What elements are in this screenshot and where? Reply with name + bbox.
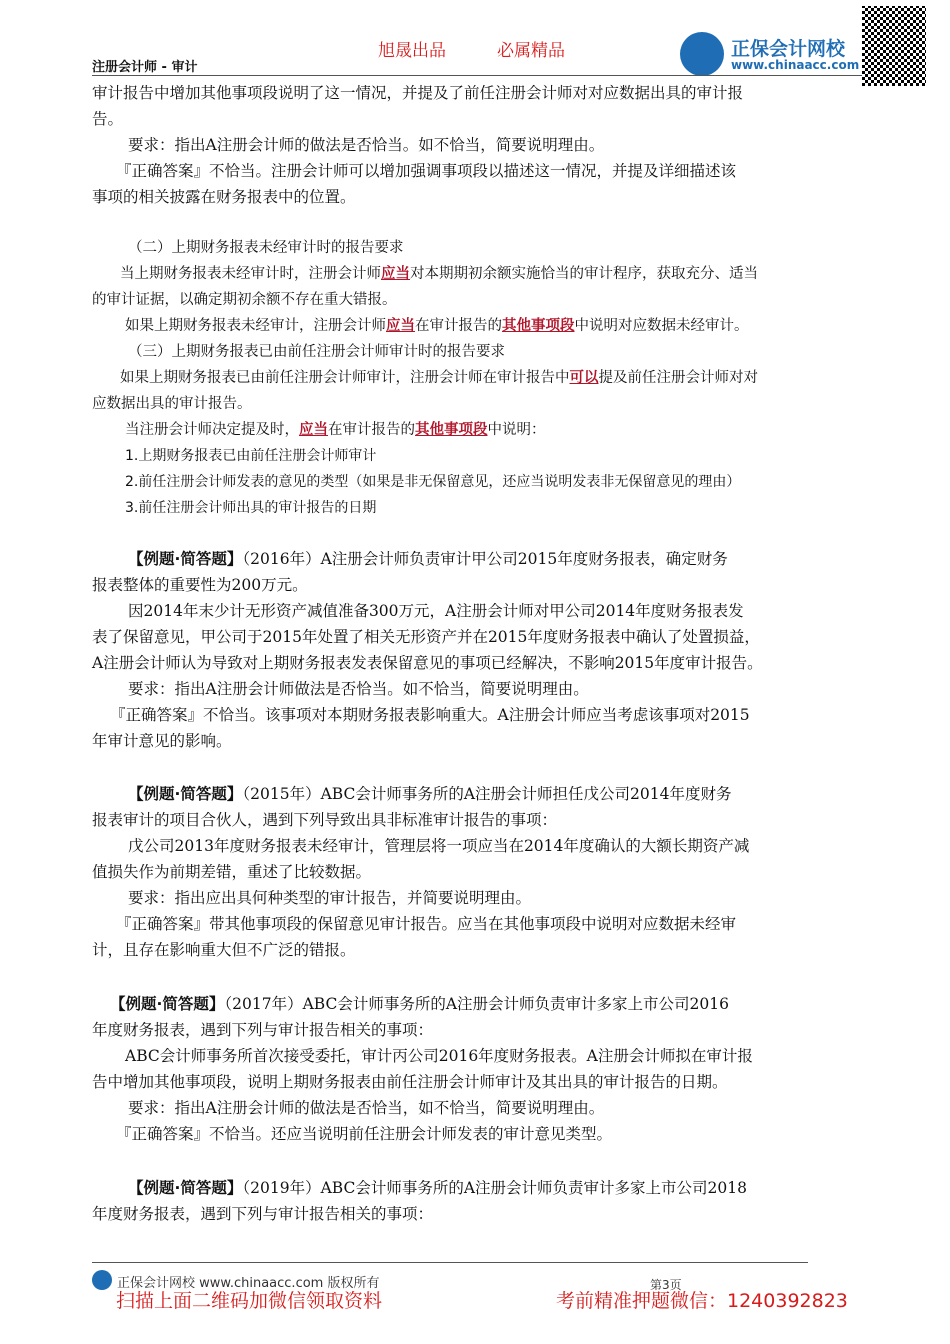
answer-line: 事项的相关披露在财务报表中的位置。 xyxy=(92,188,356,206)
text-line: 当上期财务报表未经审计时，注册会计师应当对本期期初余额实施恰当的审计程序，获取充分、适当 xyxy=(120,266,758,282)
text-line: 如果上期财务报表未经审计，注册会计师应当在审计报告的其他事项段中说明对应数据未经审计。 xyxy=(125,318,749,334)
text-line: A注册会计师认为导致对上期财务报表发表保留意见的事项已经解决，不影响2015年度审计报告。 xyxy=(92,654,763,672)
promo-right: 考前精准押题微信：1240392823 xyxy=(556,1290,848,1312)
text-line: 告。 xyxy=(92,110,124,128)
slogan-right: 必属精品 xyxy=(497,41,565,61)
text-line: 告中增加其他事项段，说明上期财务报表由前任注册会计师审计及其出具的审计报告的日期。 xyxy=(92,1073,728,1091)
text-line: 审计报告中增加其他事项段说明了这一情况，并提及了前任注册会计师对对应数据出具的审计报 xyxy=(92,84,744,102)
text-line: 报表整体的重要性为200万元。 xyxy=(92,576,308,594)
promo-left: 扫描上面二维码加微信领取资料 xyxy=(116,1290,383,1312)
text-line: 当注册会计师决定提及时，应当在审计报告的其他事项段中说明： xyxy=(125,422,546,438)
answer-line: 『正确答案』带其他事项段的保留意见审计报告。应当在其他事项段中说明对应数据未经审 xyxy=(116,915,737,933)
footer-logo-icon xyxy=(92,1270,112,1290)
example-3-heading: 【例题·简答题】（2017年）ABC会计师事务所的A注册会计师负责审计多家上市公司2016 xyxy=(110,995,729,1013)
logo-name: 正保会计网校 xyxy=(731,38,846,60)
answer-line: 『正确答案』不恰当。注册会计师可以增加强调事项段以描述这一情况，并提及详细描述该 xyxy=(116,162,737,180)
chinaacc-logo-icon xyxy=(680,32,724,76)
example-1-heading: 【例题·简答题】（2016年）A注册会计师负责审计甲公司2015年度财务报表，确定财务 xyxy=(128,550,728,568)
answer-line: 『正确答案』不恰当。还应当说明前任注册会计师发表的审计意见类型。 xyxy=(116,1125,613,1143)
text-line: 因2014年末少计无形资产减值准备300万元，A注册会计师对甲公司2014年度财务报表发 xyxy=(128,602,744,620)
text-line: 要求：指出应出具何种类型的审计报告，并简要说明理由。 xyxy=(128,889,532,907)
answer-line: 年审计意见的影响。 xyxy=(92,732,232,750)
footer-copyright: 正保会计网校 www.chinaacc.com 版权所有 xyxy=(117,1276,380,1291)
header-rule xyxy=(92,75,862,76)
text-line: 要求：指出A注册会计师做法是否恰当。如不恰当，简要说明理由。 xyxy=(128,680,589,698)
text-line: 值损失作为前期差错，重述了比较数据。 xyxy=(92,863,372,881)
text-line: 表了保留意见，甲公司于2015年处置了相关无形资产并在2015年度财务报表中确认了处置损益， xyxy=(92,628,760,646)
text-line: 年度财务报表，遇到下列与审计报告相关的事项： xyxy=(92,1021,434,1039)
slogan-left: 旭晟出品 xyxy=(378,41,446,61)
course-title: 注册会计师 - 审计 xyxy=(92,60,198,75)
section-title-3: （三）上期财务报表已由前任注册会计师审计时的报告要求 xyxy=(128,344,505,360)
section-title-2: （二）上期财务报表未经审计时的报告要求 xyxy=(128,240,404,256)
answer-line: 『正确答案』不恰当。该事项对本期财务报表影响重大。A注册会计师应当考虑该事项对2015 xyxy=(110,706,750,724)
text-line: 戊公司2013年度财务报表未经审计，管理层将一项应当在2014年度确认的大额长期资产减 xyxy=(128,837,750,855)
page-number: 第3页 xyxy=(650,1278,682,1292)
text-line: 要求：指出A注册会计师的做法是否恰当。如不恰当，简要说明理由。 xyxy=(128,136,605,154)
text-line: 应数据出具的审计报告。 xyxy=(92,396,252,412)
logo-url: www.chinaacc.com xyxy=(731,58,860,72)
list-item: 2.前任注册会计师发表的意见的类型（如果是非无保留意见，还应当说明发表非无保留意见的理由） xyxy=(125,474,741,490)
qr-code-icon[interactable] xyxy=(862,6,926,86)
text-line: 年度财务报表，遇到下列与审计报告相关的事项： xyxy=(92,1205,434,1223)
footer-rule xyxy=(92,1262,808,1263)
text-line: 的审计证据，以确定期初余额不存在重大错报。 xyxy=(92,292,397,308)
list-item: 1.上期财务报表已由前任注册会计师审计 xyxy=(125,448,377,464)
text-line: 要求：指出A注册会计师的做法是否恰当，如不恰当，简要说明理由。 xyxy=(128,1099,605,1117)
text-line: 如果上期财务报表已由前任注册会计师审计，注册会计师在审计报告中可以提及前任注册会计师对对 xyxy=(120,370,758,386)
list-item: 3.前任注册会计师出具的审计报告的日期 xyxy=(125,500,377,516)
example-4-heading: 【例题·简答题】（2019年）ABC会计师事务所的A注册会计师负责审计多家上市公司2018 xyxy=(128,1179,747,1197)
text-line: ABC会计师事务所首次接受委托，审计丙公司2016年度财务报表。A注册会计师拟在审计报 xyxy=(125,1047,753,1065)
answer-line: 计，且存在影响重大但不广泛的错报。 xyxy=(92,941,356,959)
example-2-heading: 【例题·简答题】（2015年）ABC会计师事务所的A注册会计师担任戊公司2014年度财务 xyxy=(128,785,732,803)
text-line: 报表审计的项目合伙人，遇到下列导致出具非标准审计报告的事项： xyxy=(92,811,558,829)
